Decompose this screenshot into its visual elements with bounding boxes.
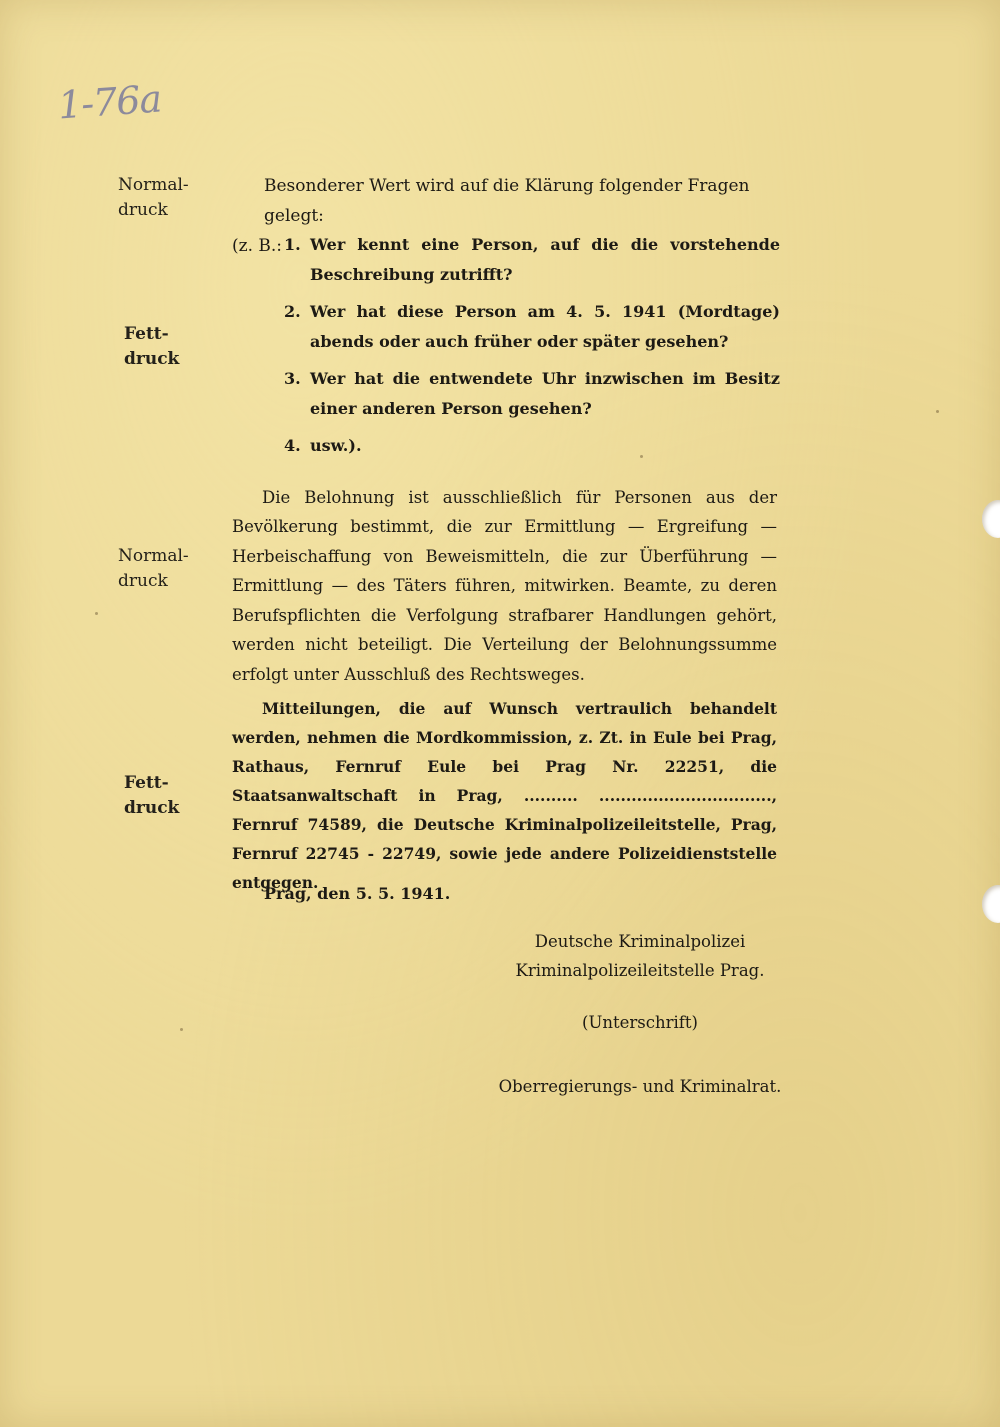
question-text: Wer kennt eine Person, auf die die vorstehende Beschreibung zutrifft? (310, 235, 780, 284)
paper-speck (95, 612, 98, 615)
intro-text: Besonderer Wert wird auf die Klärung folgender Fragen gelegt: (z. B.: (232, 176, 750, 256)
handwritten-annotation: 1-76a (56, 76, 163, 128)
margin-label-fettdruck: Fett- druck (124, 324, 180, 369)
question-item (284, 364, 780, 424)
margin-label-fettdruck: Fett- druck (124, 773, 180, 818)
question-number: 2. (284, 302, 301, 321)
date-line: Prag, den 5. 5. 1941. (264, 884, 451, 903)
question-item (284, 431, 780, 461)
paper-speck (936, 410, 939, 413)
question-number: 3. (284, 369, 301, 388)
question-number: 4. (284, 436, 301, 455)
issuing-authority: Deutsche Kriminalpolizei Kriminalpolizeileitstelle Prag. (515, 932, 765, 980)
question-number: 1. (284, 235, 301, 254)
paper-speck (640, 455, 643, 458)
paper-speck (180, 1028, 183, 1031)
margin-label-normaldruck: Normal- druck (118, 546, 189, 591)
question-text: Wer hat diese Person am 4. 5. 1941 (Mordtage) abends oder auch früher oder später gesehen? (310, 302, 780, 351)
question-list (284, 230, 780, 468)
margin-label-normaldruck: Normal- druck (118, 175, 189, 220)
punch-hole (982, 500, 1000, 538)
punch-hole (982, 885, 1000, 923)
signature-placeholder: (Unterschrift) (582, 1013, 698, 1032)
question-item (284, 297, 780, 357)
contact-paragraph: Mitteilungen, die auf Wunsch vertraulich behandelt werden, nehmen die Mordkommission, z. Zt. in Eule bei Prag, Rathaus, Fernruf Eule bei Prag Nr. 22251, die Staatsanwaltschaft in Prag, .......... ................................, Fernruf 74589, die Deutsche Kriminalpolizeileitstelle, Prag, Fernruf 22745 - 22749, sowie jede andere Polizeidienststelle entgegen. (232, 698, 777, 892)
question-item (284, 230, 780, 290)
question-text: usw.). (310, 436, 362, 455)
reward-paragraph: Die Belohnung ist ausschließlich für Personen aus der Bevölkerung bestimmt, die zur Ermittlung — Ergreifung — Herbeischaffung von Beweismitteln, die zur Überführung — Ermittlung — des Täters führen, mitwirken. Beamte, zu deren Berufspflichten die Verfolgung strafbarer Handlungen gehört, werden nicht beteiligt. Die Verteilung der Belohnungssumme erfolgt unter Ausschluß des Rechtsweges. (232, 487, 777, 684)
signatory-rank: Oberregierungs- und Kriminalrat. (498, 1077, 782, 1096)
question-text: Wer hat die entwendete Uhr inzwischen im Besitz einer anderen Person gesehen? (310, 369, 780, 418)
